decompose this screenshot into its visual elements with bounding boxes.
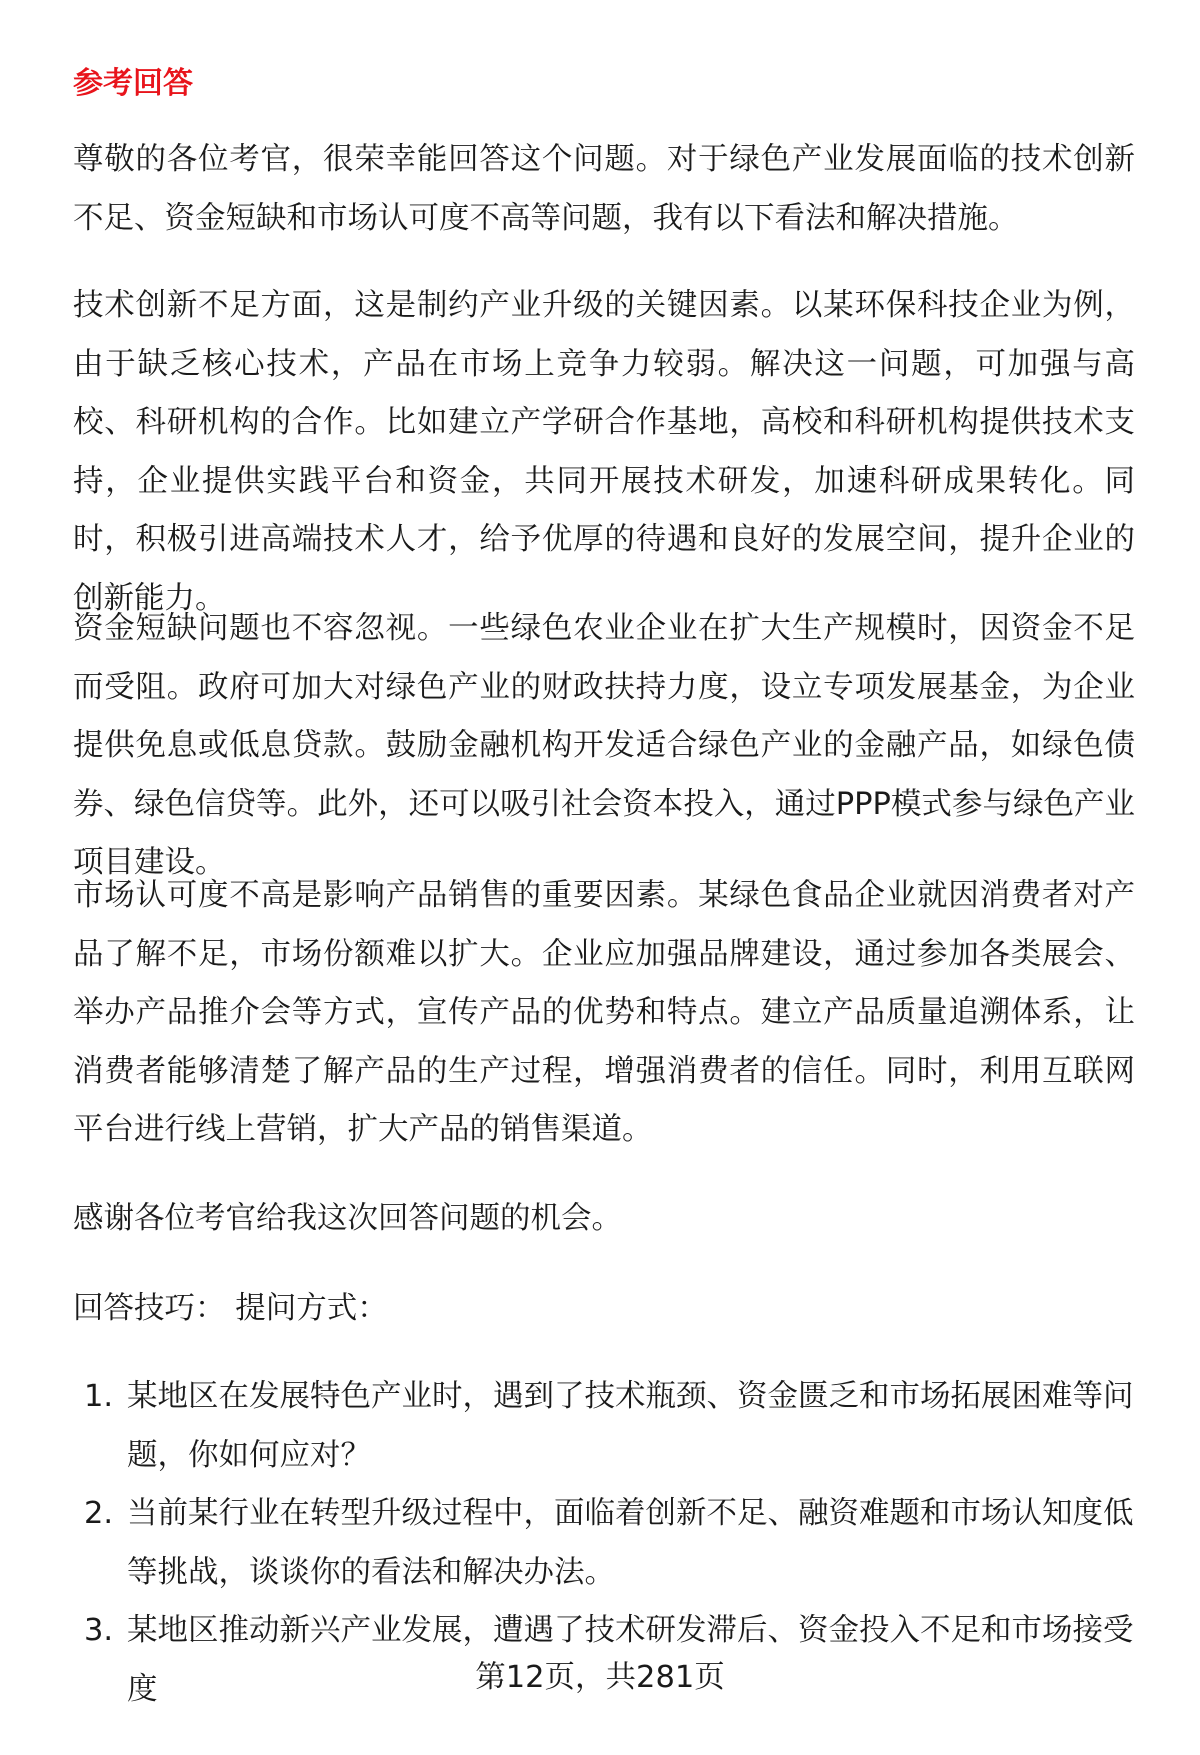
list-item xyxy=(73,1368,1135,1485)
paragraph-market: 市场认可度不高是影响产品销售的重要因素。某绿色食品企业就因消费者对产品了解不足，市场份额难以扩大。企业应加强品牌建设，通过参加各类展会、举办产品推介会等方式，宣传产品的优势和特点。建立产品质量追溯体系，让消费者能够清楚了解产品的生产过程，增强消费者的信任。同时，利用互联网平台进行线上营销，扩大产品的销售渠道。 xyxy=(73,878,1135,1147)
list-number: 3. xyxy=(84,1613,114,1648)
paragraph-intro: 尊敬的各位考官，很荣幸能回答这个问题。对于绿色产业发展面临的技术创新不足、资金短缺和市场认可度不高等问题，我有以下看法和解决措施。 xyxy=(73,142,1135,236)
paragraph-technology: 技术创新不足方面，这是制约产业升级的关键因素。以某环保科技企业为例，由于缺乏核心技术，产品在市场上竞争力较弱。解决这一问题，可加强与高校、科研机构的合作。比如建立产学研合作基地，高校和科研机构提供技术支持，企业提供实践平台和资金，共同开展技术研发，加速科研成果转化。同时，积极引进高端技术人才，给予优厚的待遇和良好的发展空间，提升企业的创新能力。 xyxy=(73,288,1135,616)
list-item xyxy=(73,1485,1135,1602)
page-number: 第12页，共281页 xyxy=(475,1660,725,1695)
list-number: 1. xyxy=(84,1379,114,1414)
list-text: 某地区推动新兴产业发展，遭遇了技术研发滞后、资金投入不足和市场接受度 xyxy=(127,1613,1134,1707)
list-text: 当前某行业在转型升级过程中，面临着创新不足、融资难题和市场认知度低等挑战，谈谈你的看法和解决办法。 xyxy=(127,1496,1134,1590)
list-text: 某地区在发展特色产业时，遇到了技术瓶颈、资金匮乏和市场拓展困难等问题，你如何应对？ xyxy=(127,1379,1134,1473)
paragraph-funding: 资金短缺问题也不容忽视。一些绿色农业企业在扩大生产规模时，因资金不足而受阻。政府可加大对绿色产业的财政扶持力度，设立专项发展基金，为企业提供免息或低息贷款。鼓励金融机构开发适合绿色产业的金融产品，如绿色债券、绿色信贷等。此外，还可以吸引社会资本投入，通过PPP模式参与绿色产业项目建设。 xyxy=(73,611,1135,880)
paragraph-thanks: 感谢各位考官给我这次回答问题的机会。 xyxy=(73,1201,622,1236)
section-heading: 参考回答 xyxy=(73,66,193,101)
answer-tips-label: 回答技巧： 提问方式： xyxy=(73,1291,388,1326)
list-number: 2. xyxy=(84,1496,114,1531)
